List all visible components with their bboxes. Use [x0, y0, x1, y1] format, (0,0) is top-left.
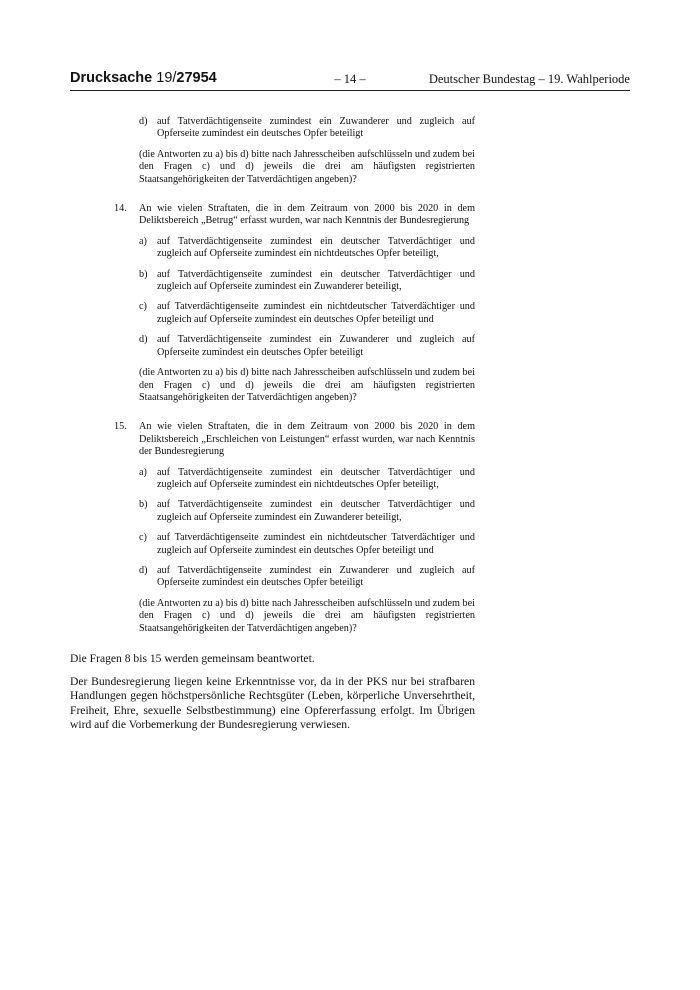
page-header — [70, 68, 630, 91]
list-item — [70, 565, 475, 590]
item-text: auf Tatverdächtigenseite zumindest ein Zuwanderer und zugleich auf Opferseite zumindest ein deutsches Opfer beteiligt — [157, 116, 475, 140]
item-text: auf Tatverdächtigenseite zumindest ein deutscher Tatverdächtiger und zugleich auf Opferseite zumindest ein Zuwanderer beteiligt, — [157, 268, 475, 293]
doc-label: Drucksache — [70, 70, 153, 86]
list-item — [70, 499, 475, 524]
item-label: c) — [139, 301, 147, 313]
list-item — [70, 269, 475, 294]
question-15 — [70, 421, 475, 635]
parliament-period: Deutscher Bundestag – 19. Wahlperiode — [428, 72, 630, 86]
question-14 — [70, 203, 475, 404]
page-number: – 14 – — [334, 72, 366, 86]
question-note: (die Antworten zu a) bis d) bitte nach Jahresscheiben aufschlüsseln und zudem bei den Fragen c) und d) jeweils die drei am häufigsten registrierten Staatsangehörigkeiten der Tatverdächtigen angeben)? — [139, 597, 475, 634]
question-text-block — [70, 421, 475, 458]
question-note: (die Antworten zu a) bis d) bitte nach Jahresscheiben aufschlüsseln und zudem bei den Fragen c) und d) jeweils die drei am häufigsten registrierten Staatsangehörigkeiten der Tatverdächtigen angeben)? — [139, 367, 475, 403]
item-label: c) — [139, 532, 147, 544]
question-text-block — [70, 203, 475, 228]
question-note: (die Antworten zu a) bis d) bitte nach Jahresscheiben aufschlüsseln und zudem bei den Fragen c) und d) jeweils die drei am häufigsten registrierten Staatsangehörigkeiten der Tatverdächtigen angeben)? — [139, 148, 475, 185]
item-label: d) — [139, 116, 148, 127]
question-number: 15. — [114, 421, 127, 433]
item-label: a) — [139, 466, 147, 478]
item-text: auf Tatverdächtigenseite zumindest ein Zuwanderer und zugleich auf Opferseite zumindest ein deutsches Opfer beteiligt — [157, 564, 475, 589]
list-item — [70, 467, 475, 492]
item-text: auf Tatverdächtigenseite zumindest ein deutscher Tatverdächtiger und zugleich auf Opferseite zumindest ein Zuwanderer beteiligt, — [157, 499, 475, 523]
question-number: 14. — [114, 203, 127, 215]
doc-number: 27954 — [176, 70, 217, 86]
list-item — [70, 334, 475, 359]
doc-prefix: 19/ — [156, 70, 177, 86]
question-text: An wie vielen Straftaten, die in dem Zeitraum von 2000 bis 2020 in dem Deliktsbereich „Erschleichen von Leistungen“ erfasst wurden, war nach Kenntnis der Bundesregierung — [139, 421, 475, 458]
item-text: auf Tatverdächtigenseite zumindest ein nichtdeutscher Tatverdächtiger und zugleich auf Opferseite zumindest ein deutsches Opfer beteiligt und — [157, 301, 475, 325]
item-text: auf Tatverdächtigenseite zumindest ein Zuwanderer und zugleich auf Opferseite zumindest ein deutsches Opfer beteiligt — [157, 334, 475, 358]
item-text: auf Tatverdächtigenseite zumindest ein nichtdeutscher Tatverdächtiger und zugleich auf Opferseite zumindest ein deutsches Opfer beteiligt und — [157, 532, 475, 556]
item-text: auf Tatverdächtigenseite zumindest ein deutscher Tatverdächtiger und zugleich auf Opferseite zumindest ein nichtdeutsches Opfer beteiligt, — [157, 466, 475, 490]
list-item — [70, 116, 475, 141]
item-label: d) — [139, 334, 148, 346]
list-item — [70, 301, 475, 326]
question-text: An wie vielen Straftaten, die in dem Zeitraum von 2000 bis 2020 in dem Deliktsbereich „Betrug“ erfasst wurden, war nach Kenntnis der Bundesregierung — [139, 203, 475, 227]
answer-body: Der Bundesregierung liegen keine Erkenntnisse vor, da in der PKS nur bei strafbaren Handlungen gegen höchstpersönliche Rechtsgüter (Leben, körperliche Unversehrtheit, Freiheit, Ehre, sexuelle Selbstbestimmung) eine Opfererfassung erfolgt. Im Übrigen wird auf die Vorbemerkung der Bundesregierung verwiesen. — [70, 674, 475, 732]
page-body — [70, 116, 475, 733]
item-label: b) — [139, 499, 148, 511]
list-item — [70, 532, 475, 557]
item-label: a) — [139, 235, 147, 247]
answer-intro: Die Fragen 8 bis 15 werden gemeinsam beantwortet. — [70, 652, 315, 665]
item-label: b) — [139, 268, 148, 280]
item-text: auf Tatverdächtigenseite zumindest ein deutscher Tatverdächtiger und zugleich auf Opferseite zumindest ein nichtdeutsches Opfer beteiligt, — [157, 235, 475, 260]
item-label: d) — [139, 564, 148, 576]
list-item — [70, 236, 475, 261]
